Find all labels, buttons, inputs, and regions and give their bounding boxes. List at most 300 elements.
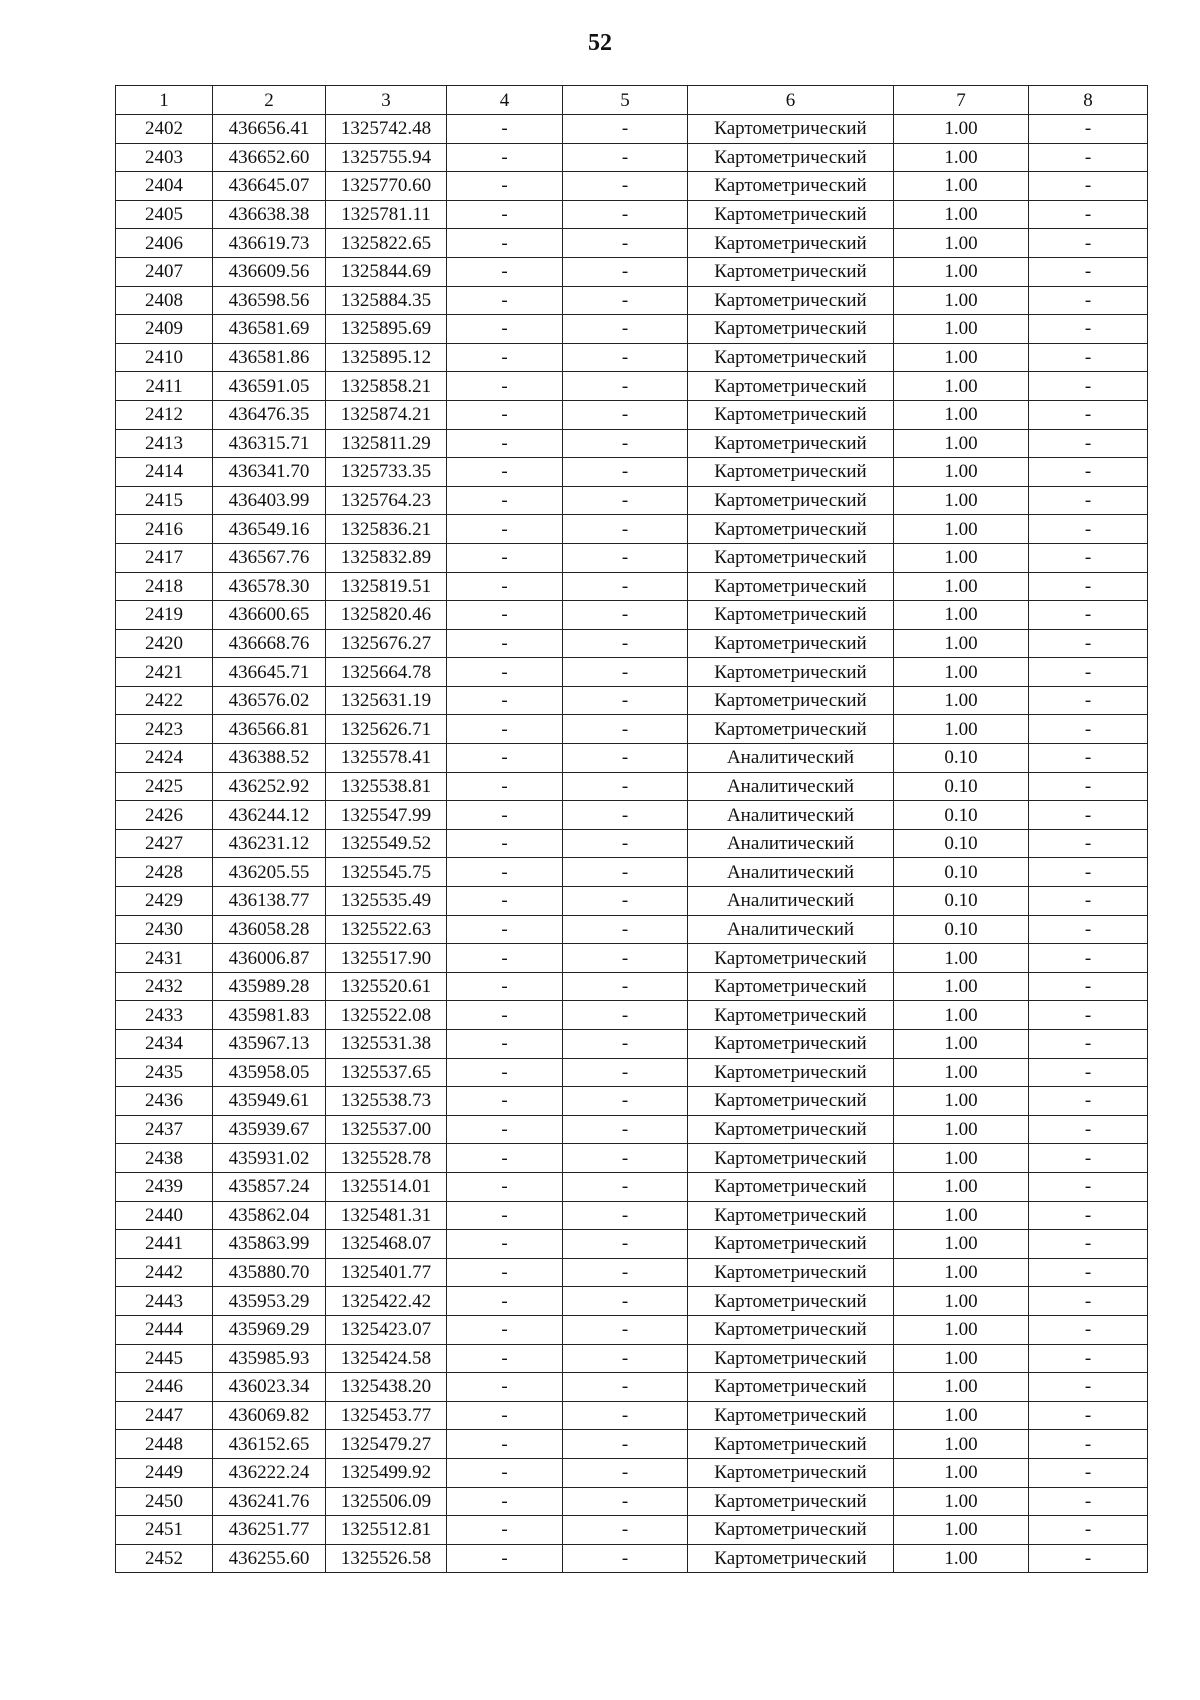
col8-cell: - bbox=[1029, 944, 1148, 973]
x-coordinate-cell: 436668.76 bbox=[213, 629, 326, 658]
point-number-cell: 2451 bbox=[116, 1516, 213, 1545]
x-coordinate-cell: 435985.93 bbox=[213, 1344, 326, 1373]
col4-cell: - bbox=[447, 343, 563, 372]
y-coordinate-cell: 1325844.69 bbox=[326, 257, 447, 286]
x-coordinate-cell: 436591.05 bbox=[213, 372, 326, 401]
method-cell: Картометрический bbox=[688, 343, 894, 372]
col5-cell: - bbox=[563, 858, 688, 887]
method-cell: Картометрический bbox=[688, 1030, 894, 1059]
column-header-4: 4 bbox=[447, 86, 563, 115]
table-row bbox=[116, 458, 1148, 487]
method-cell: Картометрический bbox=[688, 572, 894, 601]
col4-cell: - bbox=[447, 1344, 563, 1373]
x-coordinate-cell: 436652.60 bbox=[213, 143, 326, 172]
x-coordinate-cell: 436566.81 bbox=[213, 715, 326, 744]
point-number-cell: 2437 bbox=[116, 1115, 213, 1144]
accuracy-cell: 1.00 bbox=[894, 286, 1029, 315]
table-row bbox=[116, 572, 1148, 601]
col5-cell: - bbox=[563, 400, 688, 429]
accuracy-cell: 0.10 bbox=[894, 772, 1029, 801]
table-row bbox=[116, 1344, 1148, 1373]
accuracy-cell: 1.00 bbox=[894, 1258, 1029, 1287]
method-cell: Аналитический bbox=[688, 915, 894, 944]
x-coordinate-cell: 435958.05 bbox=[213, 1058, 326, 1087]
accuracy-cell: 1.00 bbox=[894, 1030, 1029, 1059]
table-row bbox=[116, 1030, 1148, 1059]
point-number-cell: 2440 bbox=[116, 1201, 213, 1230]
accuracy-cell: 1.00 bbox=[894, 572, 1029, 601]
point-number-cell: 2417 bbox=[116, 543, 213, 572]
accuracy-cell: 1.00 bbox=[894, 1516, 1029, 1545]
accuracy-cell: 1.00 bbox=[894, 115, 1029, 144]
table-row bbox=[116, 1516, 1148, 1545]
y-coordinate-cell: 1325438.20 bbox=[326, 1373, 447, 1402]
accuracy-cell: 1.00 bbox=[894, 1201, 1029, 1230]
col4-cell: - bbox=[447, 543, 563, 572]
col8-cell: - bbox=[1029, 1201, 1148, 1230]
col5-cell: - bbox=[563, 229, 688, 258]
col4-cell: - bbox=[447, 1144, 563, 1173]
col4-cell: - bbox=[447, 972, 563, 1001]
x-coordinate-cell: 436619.73 bbox=[213, 229, 326, 258]
method-cell: Картометрический bbox=[688, 1516, 894, 1545]
col4-cell: - bbox=[447, 1458, 563, 1487]
col8-cell: - bbox=[1029, 486, 1148, 515]
col5-cell: - bbox=[563, 829, 688, 858]
table-row bbox=[116, 372, 1148, 401]
accuracy-cell: 1.00 bbox=[894, 229, 1029, 258]
y-coordinate-cell: 1325676.27 bbox=[326, 629, 447, 658]
y-coordinate-cell: 1325819.51 bbox=[326, 572, 447, 601]
method-cell: Картометрический bbox=[688, 115, 894, 144]
col5-cell: - bbox=[563, 343, 688, 372]
y-coordinate-cell: 1325528.78 bbox=[326, 1144, 447, 1173]
col5-cell: - bbox=[563, 686, 688, 715]
table-row bbox=[116, 1430, 1148, 1459]
x-coordinate-cell: 435989.28 bbox=[213, 972, 326, 1001]
col5-cell: - bbox=[563, 1058, 688, 1087]
col4-cell: - bbox=[447, 372, 563, 401]
accuracy-cell: 1.00 bbox=[894, 1458, 1029, 1487]
accuracy-cell: 1.00 bbox=[894, 343, 1029, 372]
x-coordinate-cell: 435863.99 bbox=[213, 1230, 326, 1259]
method-cell: Картометрический bbox=[688, 658, 894, 687]
method-cell: Картометрический bbox=[688, 944, 894, 973]
accuracy-cell: 1.00 bbox=[894, 1172, 1029, 1201]
x-coordinate-cell: 436244.12 bbox=[213, 801, 326, 830]
accuracy-cell: 1.00 bbox=[894, 400, 1029, 429]
x-coordinate-cell: 435981.83 bbox=[213, 1001, 326, 1030]
accuracy-cell: 0.10 bbox=[894, 829, 1029, 858]
y-coordinate-cell: 1325522.08 bbox=[326, 1001, 447, 1030]
col8-cell: - bbox=[1029, 715, 1148, 744]
col4-cell: - bbox=[447, 715, 563, 744]
col4-cell: - bbox=[447, 944, 563, 973]
table-row bbox=[116, 1258, 1148, 1287]
col5-cell: - bbox=[563, 515, 688, 544]
method-cell: Картометрический bbox=[688, 1315, 894, 1344]
point-number-cell: 2435 bbox=[116, 1058, 213, 1087]
col4-cell: - bbox=[447, 801, 563, 830]
accuracy-cell: 0.10 bbox=[894, 858, 1029, 887]
point-number-cell: 2445 bbox=[116, 1344, 213, 1373]
col5-cell: - bbox=[563, 887, 688, 916]
col8-cell: - bbox=[1029, 1144, 1148, 1173]
point-number-cell: 2427 bbox=[116, 829, 213, 858]
method-cell: Картометрический bbox=[688, 1115, 894, 1144]
table-row bbox=[116, 972, 1148, 1001]
col5-cell: - bbox=[563, 115, 688, 144]
col8-cell: - bbox=[1029, 915, 1148, 944]
col8-cell: - bbox=[1029, 229, 1148, 258]
col8-cell: - bbox=[1029, 1115, 1148, 1144]
x-coordinate-cell: 435931.02 bbox=[213, 1144, 326, 1173]
table-row bbox=[116, 515, 1148, 544]
column-header-2: 2 bbox=[213, 86, 326, 115]
method-cell: Картометрический bbox=[688, 486, 894, 515]
column-header-7: 7 bbox=[894, 86, 1029, 115]
x-coordinate-cell: 436006.87 bbox=[213, 944, 326, 973]
x-coordinate-cell: 436205.55 bbox=[213, 858, 326, 887]
point-number-cell: 2447 bbox=[116, 1401, 213, 1430]
point-number-cell: 2422 bbox=[116, 686, 213, 715]
col5-cell: - bbox=[563, 1315, 688, 1344]
col5-cell: - bbox=[563, 1487, 688, 1516]
col5-cell: - bbox=[563, 572, 688, 601]
x-coordinate-cell: 435939.67 bbox=[213, 1115, 326, 1144]
method-cell: Картометрический bbox=[688, 1458, 894, 1487]
y-coordinate-cell: 1325479.27 bbox=[326, 1430, 447, 1459]
col4-cell: - bbox=[447, 1287, 563, 1316]
x-coordinate-cell: 436241.76 bbox=[213, 1487, 326, 1516]
method-cell: Картометрический bbox=[688, 1401, 894, 1430]
accuracy-cell: 1.00 bbox=[894, 515, 1029, 544]
x-coordinate-cell: 436251.77 bbox=[213, 1516, 326, 1545]
col4-cell: - bbox=[447, 1544, 563, 1573]
x-coordinate-cell: 436252.92 bbox=[213, 772, 326, 801]
point-number-cell: 2429 bbox=[116, 887, 213, 916]
col4-cell: - bbox=[447, 1115, 563, 1144]
col5-cell: - bbox=[563, 1344, 688, 1373]
x-coordinate-cell: 436023.34 bbox=[213, 1373, 326, 1402]
y-coordinate-cell: 1325832.89 bbox=[326, 543, 447, 572]
table-row bbox=[116, 1087, 1148, 1116]
x-coordinate-cell: 436231.12 bbox=[213, 829, 326, 858]
col4-cell: - bbox=[447, 1430, 563, 1459]
accuracy-cell: 1.00 bbox=[894, 257, 1029, 286]
col4-cell: - bbox=[447, 229, 563, 258]
col4-cell: - bbox=[447, 858, 563, 887]
col8-cell: - bbox=[1029, 972, 1148, 1001]
col8-cell: - bbox=[1029, 200, 1148, 229]
point-number-cell: 2442 bbox=[116, 1258, 213, 1287]
method-cell: Картометрический bbox=[688, 1058, 894, 1087]
y-coordinate-cell: 1325822.65 bbox=[326, 229, 447, 258]
x-coordinate-cell: 436645.71 bbox=[213, 658, 326, 687]
method-cell: Картометрический bbox=[688, 629, 894, 658]
table-row bbox=[116, 1001, 1148, 1030]
col5-cell: - bbox=[563, 1115, 688, 1144]
y-coordinate-cell: 1325538.73 bbox=[326, 1087, 447, 1116]
point-number-cell: 2419 bbox=[116, 601, 213, 630]
x-coordinate-cell: 435967.13 bbox=[213, 1030, 326, 1059]
x-coordinate-cell: 436341.70 bbox=[213, 458, 326, 487]
col4-cell: - bbox=[447, 744, 563, 773]
method-cell: Картометрический bbox=[688, 1230, 894, 1259]
table-row bbox=[116, 200, 1148, 229]
y-coordinate-cell: 1325755.94 bbox=[326, 143, 447, 172]
col8-cell: - bbox=[1029, 772, 1148, 801]
col8-cell: - bbox=[1029, 829, 1148, 858]
method-cell: Картометрический bbox=[688, 543, 894, 572]
col8-cell: - bbox=[1029, 315, 1148, 344]
y-coordinate-cell: 1325858.21 bbox=[326, 372, 447, 401]
method-cell: Картометрический bbox=[688, 1430, 894, 1459]
table-row bbox=[116, 229, 1148, 258]
y-coordinate-cell: 1325499.92 bbox=[326, 1458, 447, 1487]
column-header-6: 6 bbox=[688, 86, 894, 115]
method-cell: Картометрический bbox=[688, 686, 894, 715]
point-number-cell: 2446 bbox=[116, 1373, 213, 1402]
point-number-cell: 2430 bbox=[116, 915, 213, 944]
method-cell: Аналитический bbox=[688, 887, 894, 916]
col8-cell: - bbox=[1029, 400, 1148, 429]
col5-cell: - bbox=[563, 915, 688, 944]
x-coordinate-cell: 436581.86 bbox=[213, 343, 326, 372]
col8-cell: - bbox=[1029, 887, 1148, 916]
method-cell: Картометрический bbox=[688, 315, 894, 344]
y-coordinate-cell: 1325423.07 bbox=[326, 1315, 447, 1344]
table-row bbox=[116, 1544, 1148, 1573]
header-row bbox=[116, 86, 1148, 115]
y-coordinate-cell: 1325481.31 bbox=[326, 1201, 447, 1230]
col5-cell: - bbox=[563, 458, 688, 487]
point-number-cell: 2406 bbox=[116, 229, 213, 258]
method-cell: Аналитический bbox=[688, 744, 894, 773]
y-coordinate-cell: 1325545.75 bbox=[326, 858, 447, 887]
y-coordinate-cell: 1325895.12 bbox=[326, 343, 447, 372]
col4-cell: - bbox=[447, 1172, 563, 1201]
point-number-cell: 2421 bbox=[116, 658, 213, 687]
col8-cell: - bbox=[1029, 1487, 1148, 1516]
table-row bbox=[116, 829, 1148, 858]
point-number-cell: 2415 bbox=[116, 486, 213, 515]
col5-cell: - bbox=[563, 1030, 688, 1059]
table-row bbox=[116, 1230, 1148, 1259]
table-row bbox=[116, 257, 1148, 286]
table-row bbox=[116, 1458, 1148, 1487]
col8-cell: - bbox=[1029, 515, 1148, 544]
col8-cell: - bbox=[1029, 286, 1148, 315]
col4-cell: - bbox=[447, 1058, 563, 1087]
x-coordinate-cell: 436549.16 bbox=[213, 515, 326, 544]
y-coordinate-cell: 1325453.77 bbox=[326, 1401, 447, 1430]
col8-cell: - bbox=[1029, 343, 1148, 372]
table-row bbox=[116, 944, 1148, 973]
col5-cell: - bbox=[563, 200, 688, 229]
table-row bbox=[116, 915, 1148, 944]
y-coordinate-cell: 1325522.63 bbox=[326, 915, 447, 944]
point-number-cell: 2425 bbox=[116, 772, 213, 801]
accuracy-cell: 1.00 bbox=[894, 1287, 1029, 1316]
col8-cell: - bbox=[1029, 1401, 1148, 1430]
col4-cell: - bbox=[447, 1373, 563, 1402]
point-number-cell: 2436 bbox=[116, 1087, 213, 1116]
table-row bbox=[116, 286, 1148, 315]
point-number-cell: 2424 bbox=[116, 744, 213, 773]
x-coordinate-cell: 436058.28 bbox=[213, 915, 326, 944]
accuracy-cell: 1.00 bbox=[894, 1401, 1029, 1430]
x-coordinate-cell: 436315.71 bbox=[213, 429, 326, 458]
y-coordinate-cell: 1325578.41 bbox=[326, 744, 447, 773]
col8-cell: - bbox=[1029, 1058, 1148, 1087]
accuracy-cell: 1.00 bbox=[894, 1058, 1029, 1087]
col8-cell: - bbox=[1029, 1230, 1148, 1259]
table-row bbox=[116, 715, 1148, 744]
y-coordinate-cell: 1325506.09 bbox=[326, 1487, 447, 1516]
col8-cell: - bbox=[1029, 686, 1148, 715]
col5-cell: - bbox=[563, 315, 688, 344]
x-coordinate-cell: 436138.77 bbox=[213, 887, 326, 916]
accuracy-cell: 1.00 bbox=[894, 1001, 1029, 1030]
y-coordinate-cell: 1325895.69 bbox=[326, 315, 447, 344]
col4-cell: - bbox=[447, 257, 563, 286]
col5-cell: - bbox=[563, 143, 688, 172]
x-coordinate-cell: 436581.69 bbox=[213, 315, 326, 344]
method-cell: Картометрический bbox=[688, 1287, 894, 1316]
x-coordinate-cell: 435969.29 bbox=[213, 1315, 326, 1344]
accuracy-cell: 1.00 bbox=[894, 200, 1029, 229]
col5-cell: - bbox=[563, 372, 688, 401]
col5-cell: - bbox=[563, 1001, 688, 1030]
col8-cell: - bbox=[1029, 115, 1148, 144]
method-cell: Картометрический bbox=[688, 715, 894, 744]
method-cell: Аналитический bbox=[688, 829, 894, 858]
point-number-cell: 2411 bbox=[116, 372, 213, 401]
y-coordinate-cell: 1325537.65 bbox=[326, 1058, 447, 1087]
col5-cell: - bbox=[563, 744, 688, 773]
y-coordinate-cell: 1325424.58 bbox=[326, 1344, 447, 1373]
point-number-cell: 2412 bbox=[116, 400, 213, 429]
col4-cell: - bbox=[447, 143, 563, 172]
col8-cell: - bbox=[1029, 801, 1148, 830]
col4-cell: - bbox=[447, 1201, 563, 1230]
table-row bbox=[116, 172, 1148, 201]
col5-cell: - bbox=[563, 429, 688, 458]
col5-cell: - bbox=[563, 1230, 688, 1259]
method-cell: Аналитический bbox=[688, 858, 894, 887]
method-cell: Картометрический bbox=[688, 1087, 894, 1116]
point-number-cell: 2420 bbox=[116, 629, 213, 658]
table-row bbox=[116, 1315, 1148, 1344]
point-number-cell: 2431 bbox=[116, 944, 213, 973]
x-coordinate-cell: 435949.61 bbox=[213, 1087, 326, 1116]
accuracy-cell: 1.00 bbox=[894, 601, 1029, 630]
col8-cell: - bbox=[1029, 1001, 1148, 1030]
table-row bbox=[116, 744, 1148, 773]
method-cell: Картометрический bbox=[688, 1172, 894, 1201]
point-number-cell: 2444 bbox=[116, 1315, 213, 1344]
col5-cell: - bbox=[563, 658, 688, 687]
method-cell: Картометрический bbox=[688, 286, 894, 315]
x-coordinate-cell: 435953.29 bbox=[213, 1287, 326, 1316]
col5-cell: - bbox=[563, 1287, 688, 1316]
col4-cell: - bbox=[447, 658, 563, 687]
accuracy-cell: 1.00 bbox=[894, 1230, 1029, 1259]
y-coordinate-cell: 1325531.38 bbox=[326, 1030, 447, 1059]
table-row bbox=[116, 601, 1148, 630]
y-coordinate-cell: 1325884.35 bbox=[326, 286, 447, 315]
method-cell: Картометрический bbox=[688, 1258, 894, 1287]
method-cell: Картометрический bbox=[688, 1373, 894, 1402]
col5-cell: - bbox=[563, 715, 688, 744]
accuracy-cell: 1.00 bbox=[894, 1344, 1029, 1373]
col5-cell: - bbox=[563, 1544, 688, 1573]
col4-cell: - bbox=[447, 1516, 563, 1545]
col4-cell: - bbox=[447, 1001, 563, 1030]
x-coordinate-cell: 436567.76 bbox=[213, 543, 326, 572]
col4-cell: - bbox=[447, 486, 563, 515]
x-coordinate-cell: 436152.65 bbox=[213, 1430, 326, 1459]
table-row bbox=[116, 400, 1148, 429]
x-coordinate-cell: 436656.41 bbox=[213, 115, 326, 144]
col5-cell: - bbox=[563, 486, 688, 515]
col4-cell: - bbox=[447, 1030, 563, 1059]
method-cell: Картометрический bbox=[688, 172, 894, 201]
table-row bbox=[116, 1487, 1148, 1516]
table-row bbox=[116, 658, 1148, 687]
col4-cell: - bbox=[447, 400, 563, 429]
col8-cell: - bbox=[1029, 143, 1148, 172]
col8-cell: - bbox=[1029, 1373, 1148, 1402]
table-row bbox=[116, 772, 1148, 801]
col4-cell: - bbox=[447, 286, 563, 315]
col5-cell: - bbox=[563, 1258, 688, 1287]
y-coordinate-cell: 1325742.48 bbox=[326, 115, 447, 144]
col4-cell: - bbox=[447, 429, 563, 458]
x-coordinate-cell: 436600.65 bbox=[213, 601, 326, 630]
table-row bbox=[116, 1058, 1148, 1087]
x-coordinate-cell: 436222.24 bbox=[213, 1458, 326, 1487]
col4-cell: - bbox=[447, 601, 563, 630]
col5-cell: - bbox=[563, 1430, 688, 1459]
method-cell: Картометрический bbox=[688, 601, 894, 630]
point-number-cell: 2403 bbox=[116, 143, 213, 172]
point-number-cell: 2428 bbox=[116, 858, 213, 887]
x-coordinate-cell: 436476.35 bbox=[213, 400, 326, 429]
point-number-cell: 2443 bbox=[116, 1287, 213, 1316]
x-coordinate-cell: 435862.04 bbox=[213, 1201, 326, 1230]
y-coordinate-cell: 1325512.81 bbox=[326, 1516, 447, 1545]
y-coordinate-cell: 1325547.99 bbox=[326, 801, 447, 830]
point-number-cell: 2408 bbox=[116, 286, 213, 315]
method-cell: Картометрический bbox=[688, 372, 894, 401]
y-coordinate-cell: 1325468.07 bbox=[326, 1230, 447, 1259]
accuracy-cell: 1.00 bbox=[894, 458, 1029, 487]
y-coordinate-cell: 1325422.42 bbox=[326, 1287, 447, 1316]
col8-cell: - bbox=[1029, 658, 1148, 687]
y-coordinate-cell: 1325770.60 bbox=[326, 172, 447, 201]
method-cell: Картометрический bbox=[688, 458, 894, 487]
x-coordinate-cell: 436609.56 bbox=[213, 257, 326, 286]
method-cell: Картометрический bbox=[688, 1544, 894, 1573]
coordinates-table bbox=[115, 85, 1148, 1573]
y-coordinate-cell: 1325781.11 bbox=[326, 200, 447, 229]
table-row bbox=[116, 343, 1148, 372]
col4-cell: - bbox=[447, 1087, 563, 1116]
method-cell: Аналитический bbox=[688, 801, 894, 830]
col8-cell: - bbox=[1029, 172, 1148, 201]
